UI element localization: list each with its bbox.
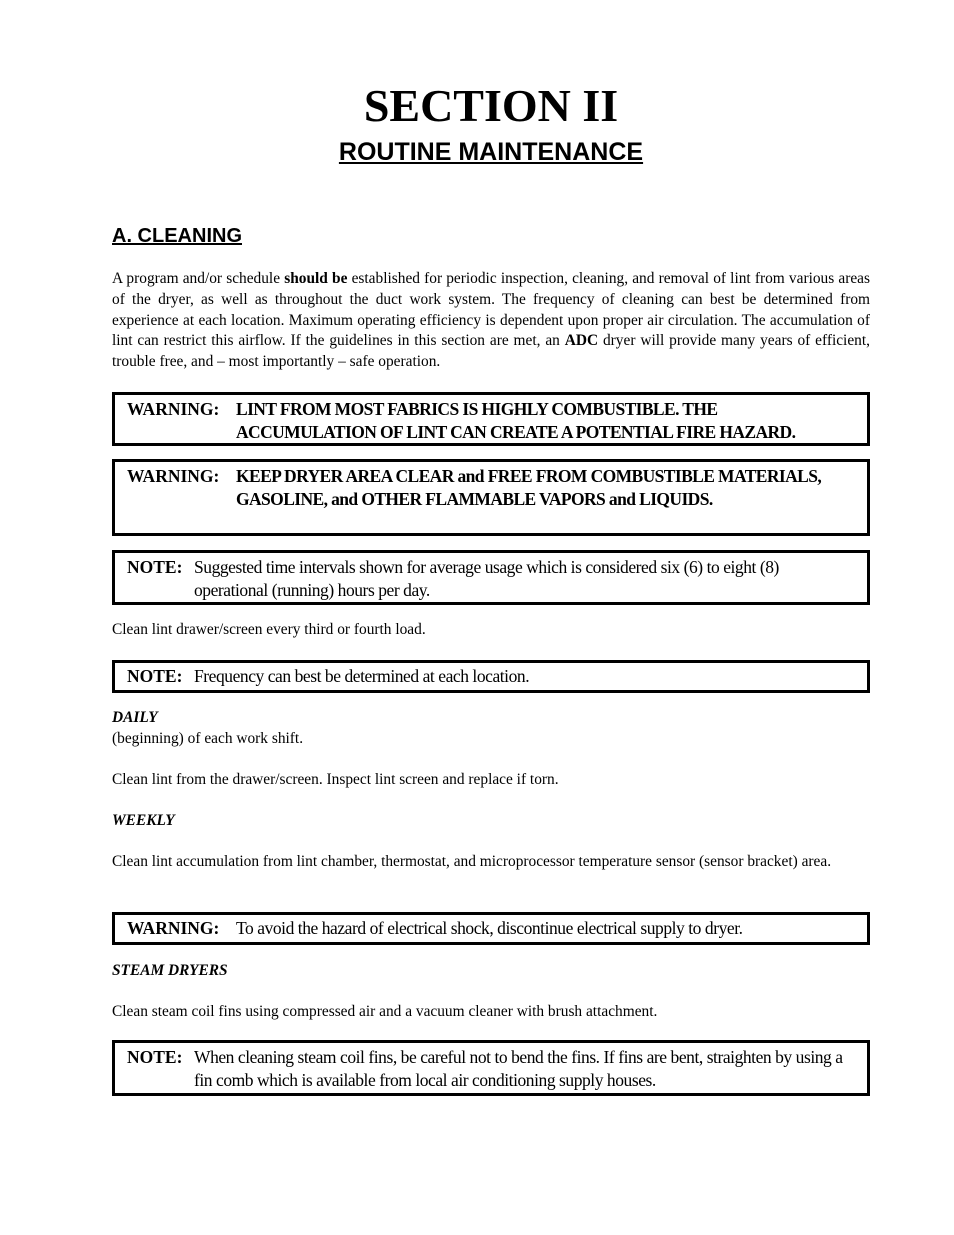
intro-emphasis-should-be: should be [284, 270, 348, 287]
note-box-time-intervals [112, 550, 870, 605]
note-box-frequency [112, 660, 870, 693]
warning-text: KEEP DRYER AREA CLEAR and FREE FROM COMBUSTIBLE MATERIALS, GASOLINE, and OTHER FLAMMABLE VAPORS and LIQUIDS. [236, 466, 822, 509]
steam-dryers-heading: STEAM DRYERS [112, 962, 228, 979]
lint-drawer-instruction: Clean lint drawer/screen every third or fourth load. [112, 621, 426, 638]
warning-label: WARNING: [127, 399, 220, 419]
warning-label: WARNING: [127, 918, 220, 938]
note-text: Suggested time intervals shown for average usage which is considered six (6) to eight (8) operational (running) hours per day. [194, 557, 779, 600]
note-label: NOTE: [127, 666, 183, 686]
warning-label: WARNING: [127, 466, 220, 486]
daily-task: Clean lint from the drawer/screen. Inspect lint screen and replace if torn. [112, 771, 559, 788]
warning-text: LINT FROM MOST FABRICS IS HIGHLY COMBUSTIBLE. THE ACCUMULATION OF LINT CAN CREATE A POTENTIAL FIRE HAZARD. [236, 399, 796, 442]
intro-text-1: A program and/or schedule [112, 270, 285, 287]
warning-box-electrical-shock [112, 912, 870, 945]
cleaning-intro-paragraph [112, 269, 870, 373]
daily-heading: DAILY [112, 709, 158, 726]
weekly-task: Clean lint accumulation from lint chamber, thermostat, and microprocessor temperature sensor (sensor bracket) area. [112, 853, 832, 870]
note-label: NOTE: [127, 557, 183, 577]
weekly-heading: WEEKLY [112, 812, 175, 829]
intro-text-3: dryer will provide many years of efficient, trouble free, and – most importantly – safe operation. [112, 332, 870, 371]
daily-description: (beginning) of each work shift. [112, 730, 304, 747]
note-box-steam-coil-fins [112, 1040, 870, 1096]
section-subtitle: ROUTINE MAINTENANCE [338, 138, 644, 166]
note-text: When cleaning steam coil fins, be careful not to bend the fins. If fins are bent, straighten by using a fin comb which is available from local air conditioning supply houses. [194, 1047, 843, 1090]
warning-text: To avoid the hazard of electrical shock, discontinue electrical supply to dryer. [236, 918, 743, 938]
cleaning-heading: A. CLEANING [112, 225, 242, 247]
note-text: Frequency can best be determined at each location. [194, 666, 530, 686]
section-title: SECTION II [363, 80, 619, 131]
steam-task: Clean steam coil fins using compressed air and a vacuum cleaner with brush attachment. [112, 1003, 658, 1020]
note-label: NOTE: [127, 1047, 183, 1067]
intro-brand-adc: ADC [564, 332, 599, 350]
intro-text-2: established for periodic inspection, cleaning, and removal of lint from various areas of the dryer, as well as throughout the duct work system. The frequency of cleaning can best be determined from experience at each location. Maximum operating efficiency is dependent upon proper air circulation. The accumulation of lint can restrict this airflow. If the guidelines in this section are met, an [112, 270, 871, 350]
warning-box-lint-combustible [112, 392, 870, 446]
warning-box-keep-area-clear [112, 459, 870, 536]
